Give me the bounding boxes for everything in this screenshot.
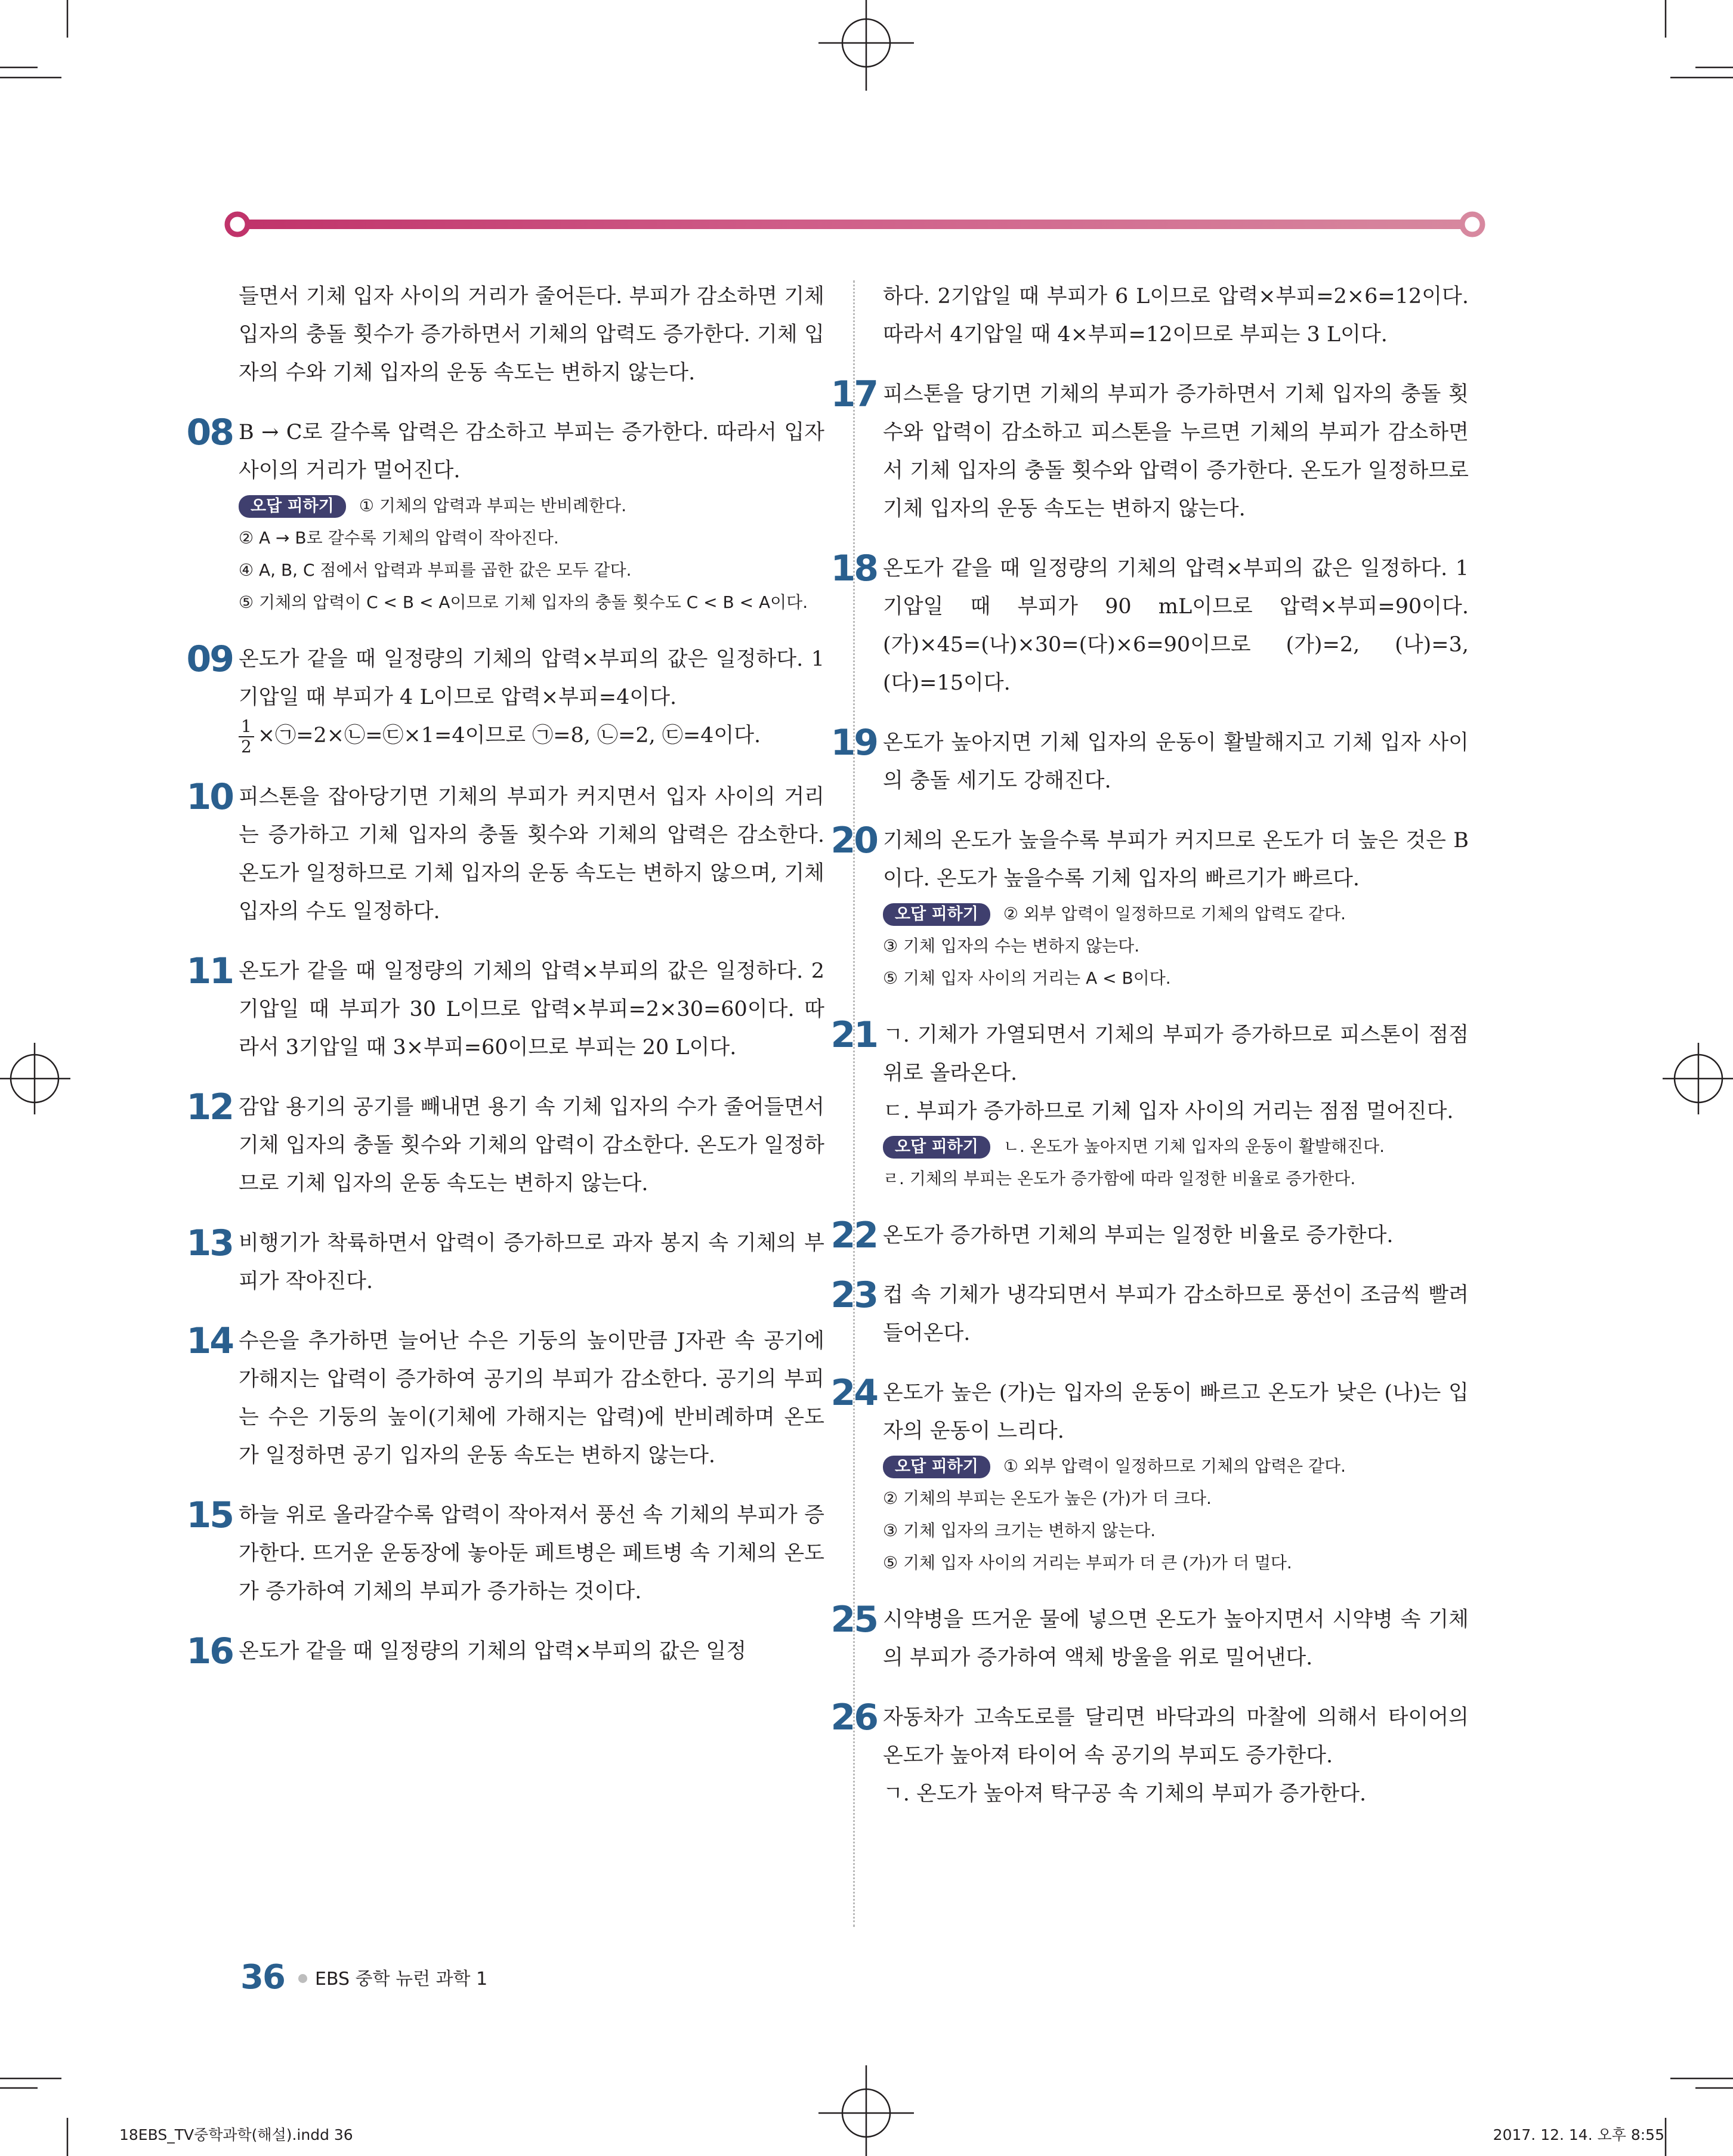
answer-13: [186, 1222, 824, 1301]
tip-line: ⑤ 기체 입자 사이의 거리는 A < B이다.: [883, 968, 1171, 988]
tip-line: 오답 피하기 ㄴ. 온도가 높아지면 기체 입자의 운동이 활발해진다.: [883, 1130, 1469, 1163]
answer-text: 온도가 같을 때 일정량의 기체의 압력×부피의 값은 일정하다. 1기압일 때 부피가 4 L이므로 압력×부피=4이다.: [239, 647, 824, 709]
answer-07-continued: [239, 277, 824, 392]
answer-11: [186, 950, 824, 1067]
answer-number: 14: [186, 1320, 233, 1362]
slug-file-name: 18EBS_TV중학과학(해설).indd 36: [119, 2126, 353, 2143]
answer-number: 26: [830, 1697, 877, 1738]
answer-text: 하늘 위로 올라갈수록 압력이 작아져서 풍선 속 기체의 부피가 증가한다. 뜨거운 운동장에 놓아둔 페트병은 페트병 속 기체의 온도가 증가하여 기체의 부피가 증가하는 것이다.: [239, 1503, 824, 1604]
answer-text: 비행기가 착륙하면서 압력이 증가하므로 과자 봉지 속 기체의 부피가 작아진다.: [239, 1231, 824, 1293]
fraction: $\frac{1}{2}$: [239, 717, 254, 756]
answer-text: 온도가 같을 때 일정량의 기체의 압력×부피의 값은 일정하다. 1기압일 때 부피가 90 mL이므로 압력×부피=90이다. (가)×45=(나)×30=(다)×6=90이므로 (가)=2, (나)=3, (다)=15이다.: [883, 557, 1469, 695]
answer-20: [830, 820, 1469, 994]
answer-number: 11: [186, 950, 233, 992]
tip-line: ④ A, B, C 점에서 압력과 부피를 곱한 값은 모두 같다.: [239, 560, 632, 580]
tip-line: ③ 기체 입자의 크기는 변하지 않는다.: [883, 1521, 1156, 1540]
tip-line: ⑤ 기체 입자 사이의 거리는 부피가 더 큰 (가)가 더 멀다.: [883, 1553, 1292, 1573]
answer-text-2: ㄱ. 온도가 높아져 탁구공 속 기체의 부피가 증가한다.: [883, 1782, 1367, 1806]
answer-text: 온도가 같을 때 일정량의 기체의 압력×부피의 값은 일정: [239, 1639, 747, 1663]
answer-number: 18: [830, 548, 877, 589]
answer-number: 20: [830, 820, 877, 861]
answer-text: 온도가 높아지면 기체 입자의 운동이 활발해지고 기체 입자 사이의 충돌 세기도 강해진다.: [883, 731, 1469, 793]
answer-number: 15: [186, 1494, 233, 1536]
answer-number: 19: [830, 722, 877, 764]
answer-text: ㄱ. 기체가 가열되면서 기체의 부피가 증가하므로 피스톤이 점점 위로 올라온다.: [883, 1023, 1469, 1085]
tip-line: ㄹ. 기체의 부피는 온도가 증가함에 따라 일정한 비율로 증가한다.: [883, 1169, 1356, 1188]
answer-text: 들면서 기체 입자 사이의 거리가 줄어든다. 부피가 감소하면 기체 입자의 충돌 횟수가 증가하면서 기체의 압력도 증가한다. 기체 입자의 수와 기체 입자의 운동 속도는 변하지 않는다.: [239, 285, 824, 385]
answer-text: 온도가 같을 때 일정량의 기체의 압력×부피의 값은 일정하다. 2기압일 때 부피가 30 L이므로 압력×부피=2×30=60이다. 따라서 3기압일 때 3×부피=60이므로 부피는 20 L이다.: [239, 959, 824, 1060]
answer-number: 22: [830, 1215, 877, 1256]
answer-24: [830, 1372, 1469, 1579]
header-bar: [227, 214, 1482, 234]
avoid-error-badge: 오답 피하기: [239, 495, 346, 518]
answer-16-continued: [883, 277, 1469, 354]
answer-19: [830, 722, 1469, 800]
avoid-error-badge: 오답 피하기: [883, 1456, 990, 1478]
answer-text: 온도가 증가하면 기체의 부피는 일정한 비율로 증가한다.: [883, 1224, 1394, 1247]
answer-number: 16: [186, 1630, 233, 1672]
tip-line: 오답 피하기 ① 기체의 압력과 부피는 반비례한다.: [239, 490, 824, 522]
left-column: [186, 277, 824, 1692]
answer-14: [186, 1320, 824, 1475]
answer-26: [830, 1697, 1469, 1813]
answer-number: 10: [186, 776, 233, 818]
slug-date: 2017. 12. 14. 오후 8:55: [1493, 2126, 1664, 2143]
tip-line: ③ 기체 입자의 수는 변하지 않는다.: [883, 936, 1140, 956]
answer-text: 하다. 2기압일 때 부피가 6 L이므로 압력×부피=2×6=12이다. 따라서 4기압일 때 4×부피=12이므로 부피는 3 L이다.: [883, 285, 1469, 347]
answer-17: [830, 373, 1469, 528]
answer-number: 21: [830, 1014, 877, 1056]
tip-line: 오답 피하기 ① 외부 압력이 일정하므로 기체의 압력은 같다.: [883, 1450, 1469, 1482]
answer-number: 08: [186, 412, 233, 453]
answer-15: [186, 1494, 824, 1611]
avoid-error-badge: 오답 피하기: [883, 1136, 990, 1159]
answer-number: 13: [186, 1222, 233, 1264]
answer-text: 피스톤을 당기면 기체의 부피가 증가하면서 기체 입자의 충돌 횟수와 압력이 감소하고 피스톤을 누르면 기체의 부피가 감소하면서 기체 입자의 충돌 횟수와 압력이 증가한다. 온도가 일정하므로 기체 입자의 운동 속도는 변하지 않는다.: [883, 382, 1469, 521]
answer-text: 컵 속 기체가 냉각되면서 부피가 감소하므로 풍선이 조금씩 빨려 들어온다.: [883, 1283, 1469, 1345]
answer-text: 감압 용기의 공기를 빼내면 용기 속 기체 입자의 수가 줄어들면서 기체 입자의 충돌 횟수와 기체의 압력이 감소한다. 온도가 일정하므로 기체 입자의 운동 속도는 변하지 않는다.: [239, 1095, 824, 1196]
tip-line: ② 기체의 부피는 온도가 높은 (가)가 더 크다.: [883, 1488, 1212, 1508]
answer-text: B → C로 갈수록 압력은 감소하고 부피는 증가한다. 따라서 입자 사이의 거리가 멀어진다.: [239, 421, 824, 483]
answer-number: 17: [830, 373, 877, 415]
answer-10: [186, 776, 824, 931]
answer-16: [186, 1630, 824, 1672]
tip-line: ⑤ 기체의 압력이 C < B < A이므로 기체 입자의 충돌 횟수도 C < B < A이다.: [239, 592, 808, 612]
tip-line: 오답 피하기 ② 외부 압력이 일정하므로 기체의 압력도 같다.: [883, 898, 1469, 930]
answer-text: 자동차가 고속도로를 달리면 바닥과의 마찰에 의해서 타이어의 온도가 높아져 타이어 속 공기의 부피도 증가한다.: [883, 1706, 1469, 1768]
answer-text: 온도가 높은 (가)는 입자의 운동이 빠르고 온도가 낮은 (나)는 입자의 운동이 느리다.: [883, 1381, 1469, 1443]
answer-number: 24: [830, 1372, 877, 1414]
tip-line: ② A → B로 갈수록 기체의 압력이 작아진다.: [239, 528, 559, 548]
avoid-error-badge: 오답 피하기: [883, 903, 990, 926]
answer-number: 23: [830, 1274, 877, 1316]
answer-number: 12: [186, 1086, 233, 1128]
answer-text: 피스톤을 잡아당기면 기체의 부피가 커지면서 입자 사이의 거리는 증가하고 기체 입자의 충돌 횟수와 기체의 압력은 감소한다. 온도가 일정하므로 기체 입자의 운동 속도는 변하지 않으며, 기체 입자의 수도 일정하다.: [239, 784, 824, 923]
answer-21: [830, 1014, 1469, 1195]
answer-equation: $\frac{1}{2}$ ×㉠=2×㉡=㉢×1=4이므로 ㉠=8, ㉡=2, ㉢=4이다.: [239, 716, 824, 756]
page-number: 36: [240, 1958, 285, 1997]
answer-text: 기체의 온도가 높을수록 부피가 커지므로 온도가 더 높은 것은 B이다. 온도가 높을수록 기체 입자의 빠르기가 빠르다.: [883, 829, 1469, 891]
answer-09: [186, 638, 824, 756]
answer-number: 25: [830, 1599, 877, 1641]
column-separator: [853, 280, 855, 1927]
answer-08: [186, 412, 824, 619]
answer-12: [186, 1086, 824, 1203]
bullet-dot-icon: [298, 1974, 307, 1983]
book-title: EBS 중학 뉴런 과학 1: [315, 1969, 488, 1990]
answer-text: 수은을 추가하면 늘어난 수은 기둥의 높이만큼 J자관 속 공기에 가해지는 압력이 증가하여 공기의 부피가 감소한다. 공기의 부피는 수은 기둥의 높이(기체에 가해지는 압력)에 반비례하며 온도가 일정하면 공기 입자의 운동 속도는 변하지 않는다.: [239, 1329, 824, 1468]
answer-25: [830, 1599, 1469, 1677]
answer-number: 09: [186, 638, 233, 680]
answer-text-2: ㄷ. 부피가 증가하므로 기체 입자 사이의 거리는 점점 멀어진다.: [883, 1099, 1454, 1123]
answer-text: 시약병을 뜨거운 물에 넣으면 온도가 높아지면서 시약병 속 기체의 부피가 증가하여 액체 방울을 위로 밀어낸다.: [883, 1608, 1469, 1670]
answer-22: [830, 1215, 1469, 1256]
answer-18: [830, 548, 1469, 702]
answer-23: [830, 1274, 1469, 1352]
right-column: [830, 277, 1469, 1834]
